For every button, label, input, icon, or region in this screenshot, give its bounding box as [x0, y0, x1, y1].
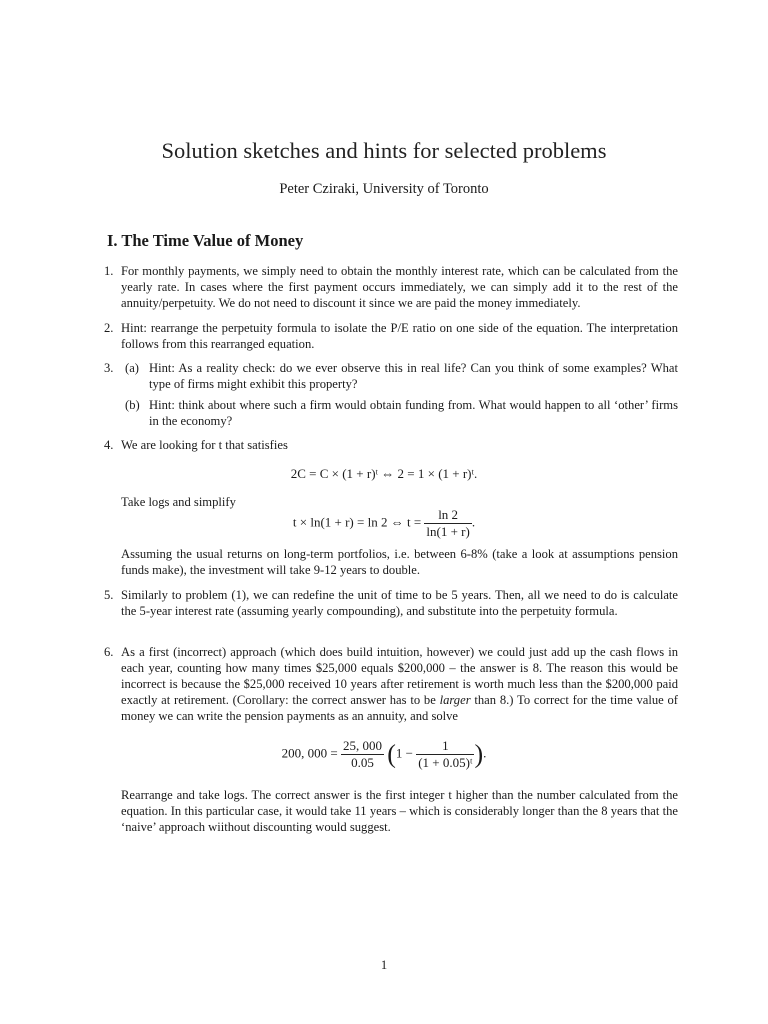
item-text: Hint: rearrange the perpetuity formula to isolate the P/E ratio on one side of the equation. The interpretation follows from this rearranged equation.: [121, 321, 678, 351]
item-number: 1.: [104, 264, 114, 278]
item-text: Assuming the usual returns on long-term portfolios, i.e. between 6-8% (take a look at assumptions pension funds make), the investment will take 9-12 years to double.: [121, 547, 678, 577]
item-number: 5.: [104, 588, 114, 602]
equation-left: 200, 000 =: [281, 745, 338, 761]
fraction-denominator: (1 + 0.05)ᵗ: [418, 755, 473, 770]
item-text: [121, 644, 678, 724]
fraction-denominator: 0.05: [351, 755, 374, 770]
equation-left: t × ln(1 + r) = ln 2 ⇔ t =: [292, 514, 422, 530]
item-number: 2.: [104, 321, 114, 335]
item-number: 3.: [104, 361, 114, 375]
item-text: Take logs and simplify: [121, 495, 236, 509]
fraction-numerator: 25, 000: [342, 738, 382, 753]
section-heading: I. The Time Value of Money: [107, 231, 304, 250]
page-number: 1: [380, 958, 388, 972]
item-text: We are looking for t that satisfies: [121, 438, 288, 452]
fraction: [416, 738, 474, 771]
fraction-numerator: ln 2: [424, 507, 471, 524]
equation-inner: 1 −: [395, 745, 413, 761]
item-number: 6.: [104, 645, 114, 659]
fraction: [424, 507, 471, 540]
equation: 2C = C × (1 + r)ᵗ ⇔ 2 = 1 × (1 + r)ᵗ.: [290, 466, 478, 481]
emphasis: larger: [439, 693, 471, 707]
fraction: [341, 738, 384, 771]
author-line: Peter Cziraki, University of Toronto: [279, 181, 489, 197]
item-number: 4.: [104, 438, 114, 452]
fraction-denominator: ln(1 + r): [426, 524, 470, 539]
text-part: As a first (incorrect) approach (which does build intuition, however) we could just add up the cash flows in each year, counting how many times $25,000 equals $200,000 – the answer is 8. The reason this would be incorrect is because the $25,000 received 10 years after retirement is worth much less than the $200,000 paid exactly at retirement. (Corollary: the correct answer has to be: [121, 645, 678, 707]
item-text: Similarly to problem (1), we can redefine the unit of time to be 5 years. Then, all we need to do is calculate the 5-year interest rate (assuming yearly compounding), and substitute into the perpetuity formula.: [121, 588, 678, 618]
equation: 200, 000 = $\frac{25, 000}{0.05}$ (1 − $\frac{1}{\text{(1 + 0.05)ᵗ}}$ ).: [281, 738, 487, 770]
text-part: than 8.) To correct for the time value of money we can write the pension payments as an annuity, and solve: [121, 693, 678, 723]
subitem-text: Hint: think about where such a firm would obtain funding from. What would happen to all ‘other’ firms in the economy?: [149, 398, 678, 428]
subitem-label: (b): [125, 398, 140, 412]
item-text: For monthly payments, we simply need to obtain the monthly interest rate, which can be calculated from the yearly rate. In cases where the first payment occurs immediately, we can simply add it to the rest of the annuity/perpetuity. We do not need to discount it since we are paid the money immediately.: [121, 264, 678, 310]
subitem-text: Hint: As a reality check: do we ever observe this in real life? Can you think of some examples? What type of firms might exhibit this property?: [149, 361, 678, 391]
item-text: Rearrange and take logs. The correct answer is the first integer t higher than the number calculated from the equation. In this particular case, it would take 11 years – which is considerably longer than the 8 years that the ‘naive’ approach wiithout discounting would suggest.: [121, 788, 678, 834]
page-title: Solution sketches and hints for selected problems: [161, 138, 607, 163]
fraction-numerator: 1: [416, 738, 474, 755]
subitem-label: (a): [125, 361, 139, 375]
equation: t × ln(1 + r) = ln 2 ⇔ t = $\frac{\ln 2}{\ln(1 + r)}$ .: [292, 507, 476, 539]
